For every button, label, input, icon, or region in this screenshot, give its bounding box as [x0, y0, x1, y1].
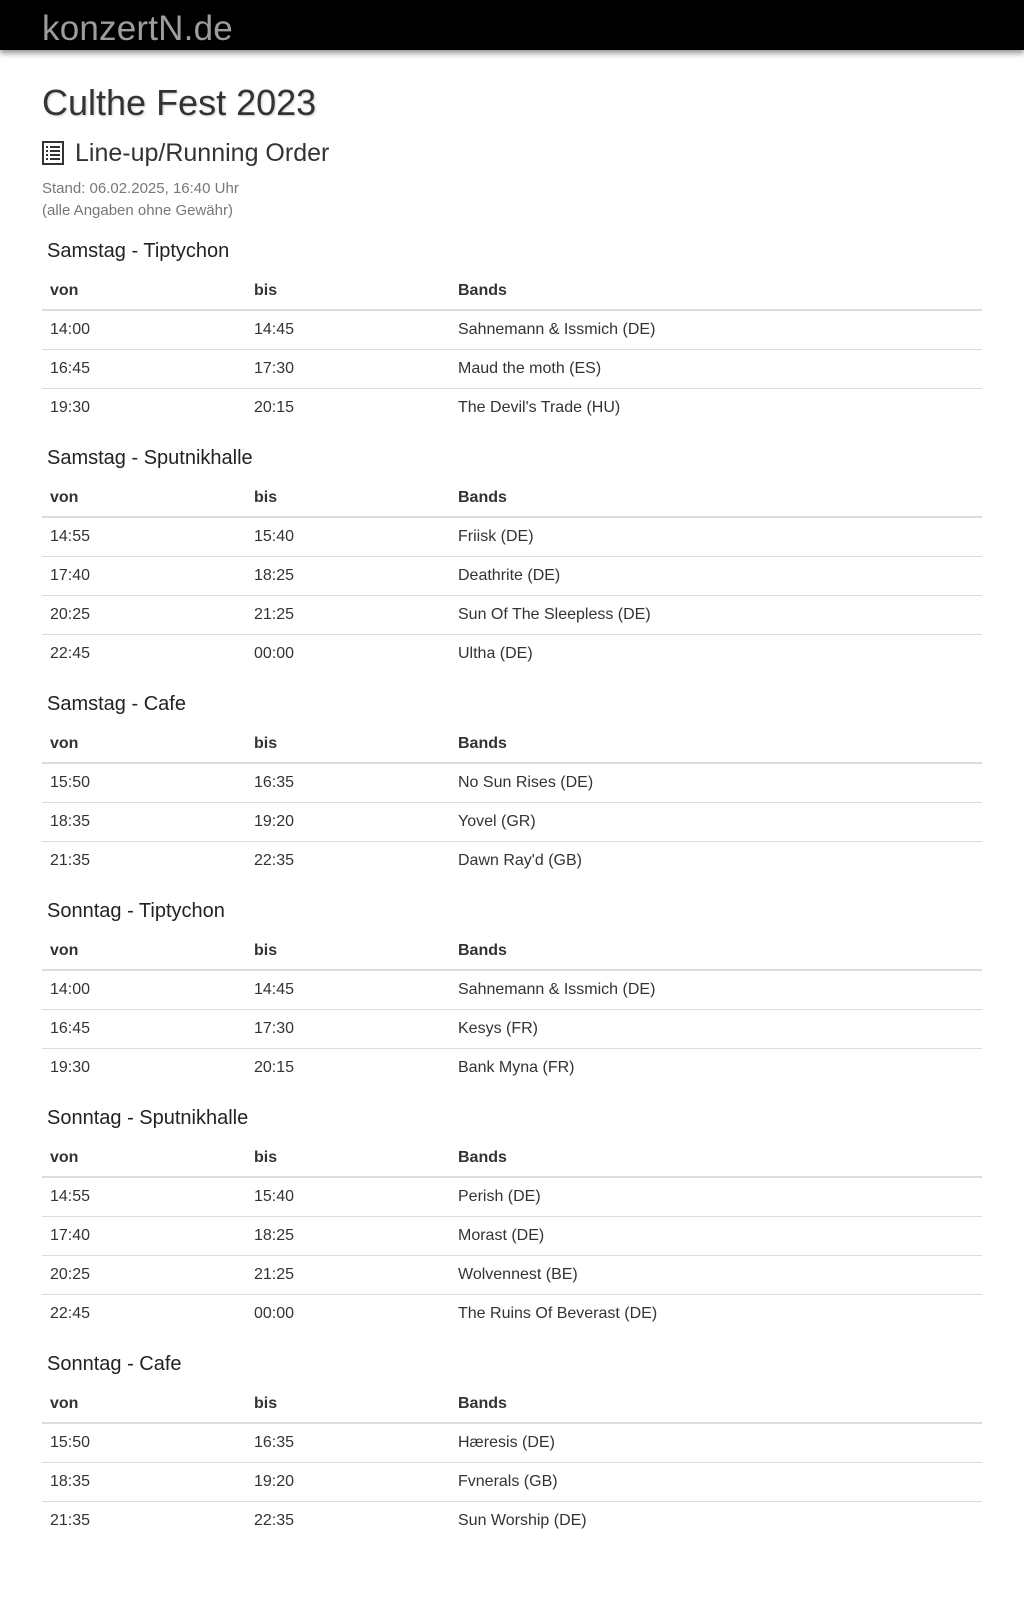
subtitle-label: Line-up/Running Order: [75, 139, 330, 167]
stage-title: Samstag - Cafe: [47, 693, 186, 715]
time-start: 16:45: [42, 350, 246, 389]
time-start: 15:50: [42, 763, 246, 803]
column-header-bands: Bands: [450, 932, 982, 970]
table-row: [42, 803, 982, 842]
table-row: [42, 596, 982, 635]
band-name: Fvnerals (GB): [450, 1463, 982, 1502]
band-name: Sahnemann & Issmich (DE): [450, 970, 982, 1010]
page-title: Culthe Fest 2023: [42, 82, 317, 123]
time-end: 16:35: [246, 1423, 450, 1463]
table-row: [42, 1423, 982, 1463]
time-start: 14:00: [42, 310, 246, 350]
table-header-row: [42, 1139, 982, 1177]
stage-title: Sonntag - Tiptychon: [47, 900, 225, 922]
time-end: 22:35: [254, 1512, 295, 1529]
time-start: 14:00: [42, 970, 246, 1010]
column-header-bis: bis: [246, 932, 450, 970]
time-end: 22:35: [254, 852, 295, 869]
schedule-table: [42, 932, 982, 1087]
time-end: 17:30: [246, 1010, 450, 1049]
time-start: 14:55: [42, 1177, 246, 1217]
stage-section: [42, 1106, 982, 1333]
band-name: Dawn Ray'd (GB): [458, 852, 582, 869]
time-end: 00:00: [254, 1305, 295, 1322]
stage-section: [42, 239, 982, 427]
band-name: Sahnemann & Issmich (DE): [450, 310, 982, 350]
time-start: 21:35: [50, 852, 91, 869]
time-start: 18:35: [42, 803, 246, 842]
table-row: [42, 517, 982, 557]
column-header-von: von: [42, 479, 246, 517]
band-name: Kesys (FR): [450, 1010, 982, 1049]
table-row: [42, 1295, 982, 1334]
band-name: Wolvennest (BE): [450, 1256, 982, 1295]
time-start: 21:35: [50, 1512, 91, 1529]
band-name: The Devil's Trade (HU): [458, 399, 621, 416]
time-start: 20:25: [42, 1256, 246, 1295]
time-start: 15:50: [42, 1423, 246, 1463]
band-name: Ultha (DE): [458, 645, 533, 662]
time-start: 22:45: [50, 1305, 91, 1322]
time-end: 19:20: [246, 1463, 450, 1502]
stage-section: [42, 899, 982, 1087]
band-name: Morast (DE): [450, 1217, 982, 1256]
band-name: Perish (DE): [450, 1177, 982, 1217]
table-row: [42, 389, 982, 428]
time-end: 14:45: [246, 970, 450, 1010]
column-header-von: von: [42, 1385, 246, 1423]
time-end: 21:25: [246, 596, 450, 635]
time-end: 18:25: [246, 1217, 450, 1256]
time-start: 20:25: [42, 596, 246, 635]
schedule-table: [42, 272, 982, 427]
table-row: [42, 635, 982, 674]
column-header-von: von: [42, 272, 246, 310]
time-start: 17:40: [42, 557, 246, 596]
column-header-von: von: [42, 932, 246, 970]
schedule-table: [42, 479, 982, 673]
column-header-bis: bis: [246, 1139, 450, 1177]
time-end: 15:40: [246, 517, 450, 557]
stage-title: Samstag - Tiptychon: [47, 240, 230, 262]
brand-link[interactable]: konzertN.de: [42, 9, 233, 48]
stage-title: Samstag - Sputnikhalle: [47, 447, 253, 469]
column-header-von: von: [42, 725, 246, 763]
band-name: No Sun Rises (DE): [450, 763, 982, 803]
stand-info: [42, 178, 982, 222]
band-name: Hæresis (DE): [450, 1423, 982, 1463]
time-end: 20:15: [254, 399, 295, 416]
column-header-von: von: [42, 1139, 246, 1177]
time-end: 17:30: [246, 350, 450, 389]
time-end: 15:40: [246, 1177, 450, 1217]
column-header-bis: bis: [246, 272, 450, 310]
table-row: [42, 1217, 982, 1256]
table-row: [42, 1463, 982, 1502]
band-name: Bank Myna (FR): [458, 1059, 575, 1076]
table-row: [42, 970, 982, 1010]
time-start: 14:55: [42, 517, 246, 557]
time-end: 00:00: [254, 645, 295, 662]
schedule-table: [42, 1139, 982, 1333]
table-row: [42, 350, 982, 389]
stand-timestamp: Stand: 06.02.2025, 16:40 Uhr: [42, 180, 239, 197]
table-row: [42, 557, 982, 596]
band-name: Sun Worship (DE): [458, 1512, 587, 1529]
time-end: 14:45: [246, 310, 450, 350]
column-header-bis: bis: [246, 479, 450, 517]
time-end: 20:15: [254, 1059, 295, 1076]
table-row: [42, 1502, 982, 1541]
table-header-row: [42, 1385, 982, 1423]
table-row: [42, 1010, 982, 1049]
table-header-row: [42, 272, 982, 310]
band-name: Maud the moth (ES): [450, 350, 982, 389]
disclaimer: (alle Angaben ohne Gewähr): [42, 202, 233, 219]
time-end: 16:35: [246, 763, 450, 803]
column-header-bands: Bands: [450, 1385, 982, 1423]
table-header-row: [42, 725, 982, 763]
time-start: 17:40: [42, 1217, 246, 1256]
stage-list: [42, 239, 982, 1540]
column-header-bands: Bands: [450, 725, 982, 763]
stage-title: Sonntag - Cafe: [47, 1353, 182, 1375]
page-subtitle: [42, 138, 982, 168]
schedule-table: [42, 1385, 982, 1540]
time-end: 21:25: [246, 1256, 450, 1295]
time-end: 18:25: [246, 557, 450, 596]
table-header-row: [42, 479, 982, 517]
band-name: The Ruins Of Beverast (DE): [458, 1305, 658, 1322]
navbar: [0, 0, 1024, 50]
table-row: [42, 310, 982, 350]
table-row: [42, 842, 982, 881]
band-name: Friisk (DE): [450, 517, 982, 557]
time-start: 18:35: [42, 1463, 246, 1502]
list-icon: [42, 141, 64, 165]
time-start: 19:30: [50, 399, 91, 416]
column-header-bis: bis: [246, 725, 450, 763]
table-row: [42, 1177, 982, 1217]
time-start: 16:45: [42, 1010, 246, 1049]
time-end: 19:20: [246, 803, 450, 842]
table-header-row: [42, 932, 982, 970]
main-content: [42, 50, 982, 1540]
stage-title: Sonntag - Sputnikhalle: [47, 1107, 249, 1129]
band-name: Sun Of The Sleepless (DE): [450, 596, 982, 635]
table-row: [42, 763, 982, 803]
stage-section: [42, 446, 982, 673]
table-row: [42, 1049, 982, 1088]
column-header-bands: Bands: [450, 1139, 982, 1177]
schedule-table: [42, 725, 982, 880]
time-start: 22:45: [50, 645, 91, 662]
time-start: 19:30: [50, 1059, 91, 1076]
band-name: Deathrite (DE): [450, 557, 982, 596]
table-row: [42, 1256, 982, 1295]
column-header-bands: Bands: [450, 272, 982, 310]
band-name: Yovel (GR): [450, 803, 982, 842]
stage-section: [42, 1352, 982, 1540]
stage-section: [42, 692, 982, 880]
column-header-bands: Bands: [450, 479, 982, 517]
column-header-bis: bis: [246, 1385, 450, 1423]
